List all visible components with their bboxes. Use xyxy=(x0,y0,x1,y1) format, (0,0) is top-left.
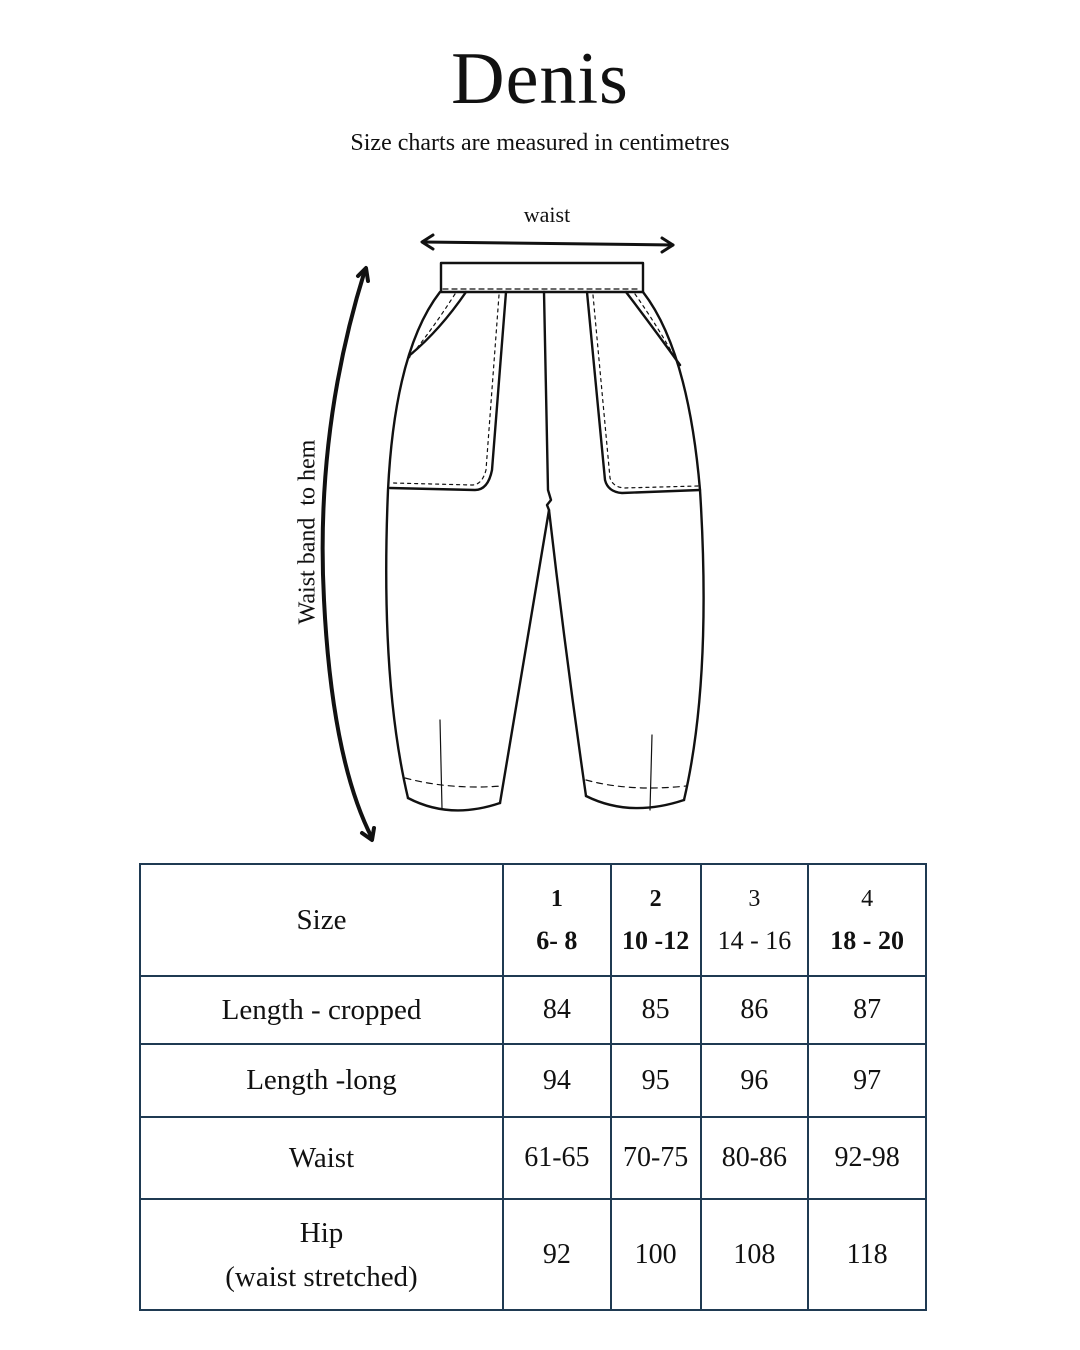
size-header-3 xyxy=(701,864,809,976)
row-label-hip xyxy=(140,1199,503,1310)
size-number: 2 xyxy=(649,886,662,912)
cell-value: 95 xyxy=(611,1044,701,1117)
size-range: 10 -12 xyxy=(622,926,690,955)
page-subtitle: Size charts are measured in centimetres xyxy=(350,130,730,156)
size-range: 6- 8 xyxy=(536,926,578,955)
size-header-1 xyxy=(503,864,611,976)
table-row xyxy=(140,1117,926,1199)
cell-value: 97 xyxy=(808,1044,926,1117)
row-label: Length - cropped xyxy=(140,976,503,1044)
row-sublabel: (waist stretched) xyxy=(225,1260,418,1293)
row-label: Hip xyxy=(299,1216,344,1249)
size-number: 3 xyxy=(748,886,761,912)
size-header-label: Size xyxy=(140,864,503,976)
size-number: 1 xyxy=(550,886,563,912)
cell-value: 87 xyxy=(808,976,926,1044)
pants-illustration-icon xyxy=(386,263,703,810)
cell-value: 70-75 xyxy=(611,1117,701,1199)
cell-value: 92 xyxy=(503,1199,611,1310)
row-label: Waist xyxy=(140,1117,503,1199)
cell-value: 108 xyxy=(701,1199,809,1310)
table-row xyxy=(140,1044,926,1117)
length-arrow-icon xyxy=(323,268,374,840)
row-label: Length -long xyxy=(140,1044,503,1117)
size-range: 14 - 16 xyxy=(717,926,792,955)
page-title: Denis xyxy=(451,38,629,120)
size-chart-table xyxy=(139,863,927,1311)
cell-value: 86 xyxy=(701,976,809,1044)
cell-value: 96 xyxy=(701,1044,809,1117)
size-number: 4 xyxy=(861,886,874,912)
cell-value: 100 xyxy=(611,1199,701,1310)
length-measure-label: Waist band to hem xyxy=(294,439,321,625)
waist-arrow-icon xyxy=(422,235,673,252)
size-range: 18 - 20 xyxy=(830,926,904,955)
cell-value: 118 xyxy=(808,1199,926,1310)
cell-value: 80-86 xyxy=(701,1117,809,1199)
cell-value: 61-65 xyxy=(503,1117,611,1199)
cell-value: 84 xyxy=(503,976,611,1044)
table-row xyxy=(140,976,926,1044)
waist-measure-label: waist xyxy=(523,202,571,227)
size-header-4 xyxy=(808,864,926,976)
table-row xyxy=(140,1199,926,1310)
cell-value: 92-98 xyxy=(808,1117,926,1199)
table-header-row xyxy=(140,864,926,976)
pants-diagram xyxy=(0,180,1080,850)
cell-value: 85 xyxy=(611,976,701,1044)
cell-value: 94 xyxy=(503,1044,611,1117)
size-header-2 xyxy=(611,864,701,976)
